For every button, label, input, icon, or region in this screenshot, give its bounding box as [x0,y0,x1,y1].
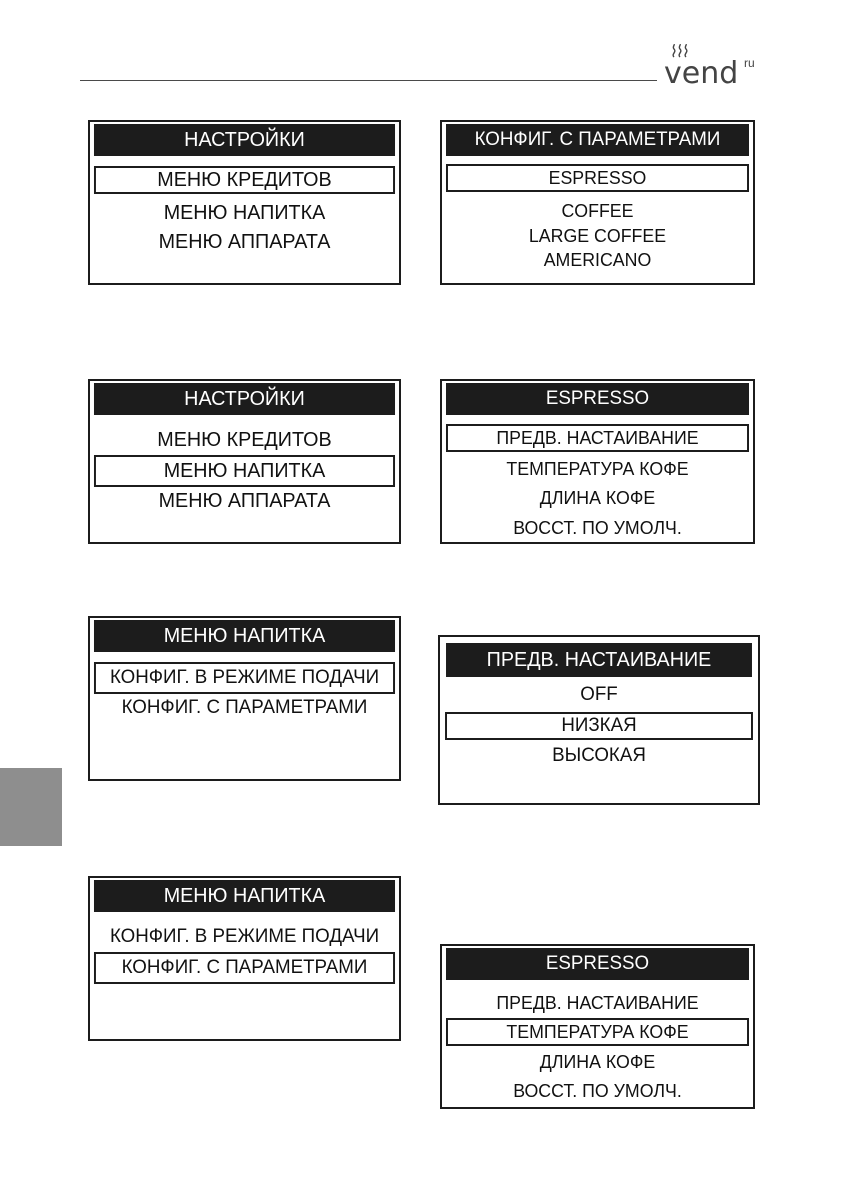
menu-panel-settings-credits [88,120,401,285]
menu-item[interactable]: МЕНЮ АППАРАТА [158,231,331,253]
menu-item[interactable]: OFF [580,684,618,705]
menu-item[interactable]: МЕНЮ НАПИТКА [163,202,326,224]
menu-item[interactable]: COFFEE [561,201,634,221]
section-tab [0,768,62,846]
menu-item[interactable]: МЕНЮ АППАРАТА [158,490,331,512]
menu-item[interactable]: AMERICANO [543,250,652,270]
logo-text: vend [664,56,739,91]
panel-title: МЕНЮ НАПИТКА [94,620,395,652]
panel-title: ПРЕДВ. НАСТАИВАНИЕ [446,643,752,677]
menu-panel-espresso-preinfusion [440,379,755,544]
menu-item-selected[interactable]: КОНФИГ. С ПАРАМЕТРАМИ [94,952,395,984]
vend-logo [664,44,774,90]
menu-item-selected[interactable]: МЕНЮ НАПИТКА [94,455,395,487]
menu-item[interactable]: ДЛИНА КОФЕ [539,488,656,508]
menu-item-selected[interactable]: КОНФИГ. В РЕЖИМЕ ПОДАЧИ [94,662,395,694]
menu-item[interactable]: КОНФИГ. С ПАРАМЕТРАМИ [121,697,368,718]
menu-item-selected[interactable]: НИЗКАЯ [445,712,753,740]
menu-item[interactable]: ТЕМПЕРАТУРА КОФЕ [506,459,689,479]
menu-item-selected[interactable]: ТЕМПЕРАТУРА КОФЕ [446,1018,749,1046]
menu-panel-drink-serve [88,616,401,781]
panel-title: МЕНЮ НАПИТКА [94,880,395,912]
menu-item-selected[interactable]: ПРЕДВ. НАСТАИВАНИЕ [446,424,749,452]
menu-item[interactable]: КОНФИГ. В РЕЖИМЕ ПОДАЧИ [109,926,380,947]
menu-item[interactable]: МЕНЮ КРЕДИТОВ [157,429,332,451]
menu-item-selected[interactable]: МЕНЮ КРЕДИТОВ [94,166,395,194]
header-rule [80,80,657,81]
menu-panel-drink-params [88,876,401,1041]
menu-item-selected[interactable]: ESPRESSO [446,164,749,192]
menu-panel-preinfusion-level [438,635,760,805]
panel-title: НАСТРОЙКИ [94,124,395,156]
menu-item[interactable]: ВОССТ. ПО УМОЛЧ. [513,518,682,538]
panel-title: КОНФИГ. С ПАРАМЕТРАМИ [446,124,749,156]
panel-title: НАСТРОЙКИ [94,383,395,415]
menu-item[interactable]: ПРЕДВ. НАСТАИВАНИЕ [496,993,699,1013]
menu-item[interactable]: ДЛИНА КОФЕ [539,1052,656,1072]
menu-item[interactable]: LARGE COFFEE [528,226,667,246]
panel-title: ESPRESSO [446,383,749,415]
logo-superscript: ru [744,56,755,70]
panel-title: ESPRESSO [446,948,749,980]
menu-panel-settings-drink [88,379,401,544]
menu-panel-config-params [440,120,755,285]
menu-panel-espresso-temperature [440,944,755,1109]
menu-item[interactable]: ВЫСОКАЯ [552,745,646,766]
menu-item[interactable]: ВОССТ. ПО УМОЛЧ. [513,1081,682,1101]
